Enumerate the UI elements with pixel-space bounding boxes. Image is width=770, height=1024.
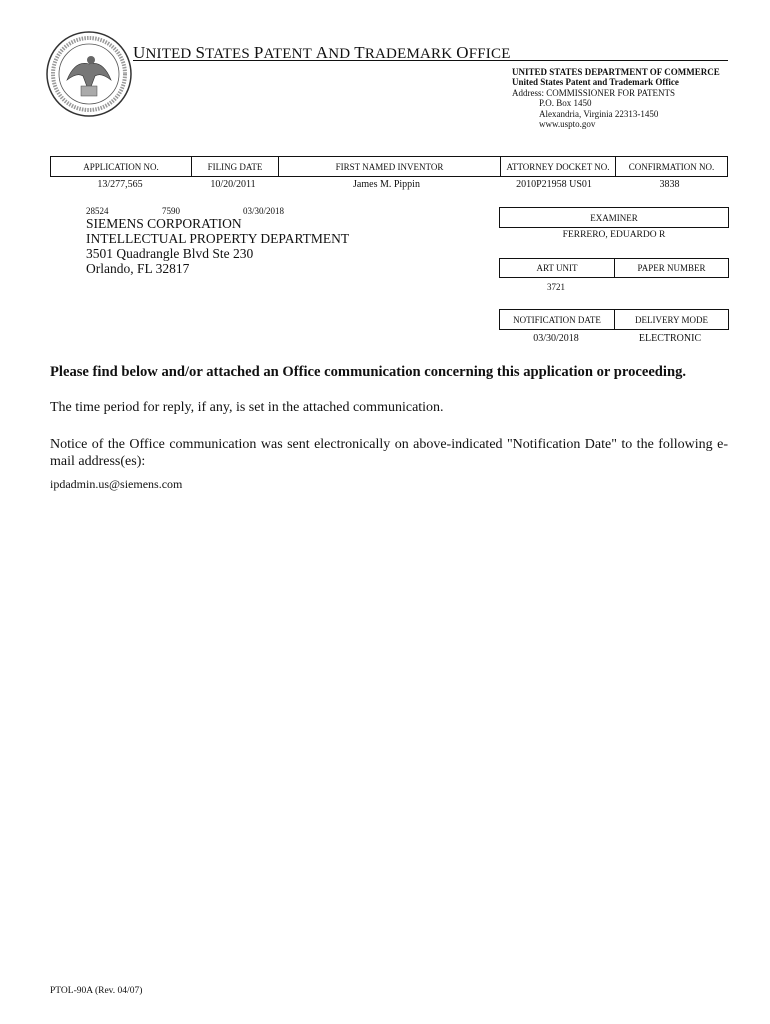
notification-values	[499, 333, 729, 347]
delivery-mode: ELECTRONIC	[638, 333, 702, 344]
examiner-header: EXAMINER	[499, 207, 729, 228]
addressee-city: Orlando, FL 32817	[86, 261, 190, 276]
paper-number-header: PAPER NUMBER	[637, 263, 706, 273]
addressee-name: SIEMENS CORPORATION	[86, 216, 242, 231]
office-name: UNITED STATES PATENT AND TRADEMARK OFFICE	[133, 43, 511, 62]
application-header-table	[50, 156, 728, 177]
confirmation-no-header: CONFIRMATION NO.	[628, 161, 715, 172]
first-named-inventor-header: FIRST NAMED INVENTOR	[279, 157, 501, 176]
code: 7590	[162, 206, 180, 216]
art-unit-header: ART UNIT	[500, 259, 615, 277]
header-divider	[133, 60, 728, 61]
art-unit-value: 3721	[547, 282, 565, 292]
address-meta	[86, 206, 306, 216]
reply-period-text: The time period for reply, if any, is set in the attached communication.	[50, 400, 444, 415]
notification-date-header: NOTIFICATION DATE	[500, 310, 615, 329]
department-address-block	[512, 67, 720, 129]
filing-date-header: FILING DATE	[192, 157, 279, 176]
mail-date: 03/30/2018	[243, 206, 285, 216]
form-identifier: PTOL-90A (Rev. 04/07)	[50, 986, 143, 996]
address-line: Alexandria, Virginia 22313-1450	[539, 108, 659, 119]
examiner-name: FERRERO, EDUARDO R	[562, 230, 666, 240]
website-link[interactable]: www.uspto.gov	[539, 119, 596, 130]
correspondence-address	[86, 206, 349, 276]
filing-date: 10/20/2011	[210, 179, 256, 190]
communication-subject: Please find below and/or attached an Office communication concerning this application or proceeding.	[50, 364, 687, 380]
email-address[interactable]: ipdadmin.us@siemens.com	[50, 477, 183, 491]
notification-date: 03/30/2018	[533, 333, 579, 344]
application-no-header: APPLICATION NO.	[51, 157, 192, 176]
notice-text: Notice of the Office communication was sent electronically on above-indicated "Notification Date" to the following e-mail address(es):	[50, 437, 728, 469]
art-unit-table	[499, 258, 729, 278]
attorney-docket-no: 2010P21958 US01	[516, 179, 592, 190]
notification-table	[499, 309, 729, 330]
office-line: United States Patent and Trademark Office	[512, 77, 679, 88]
address-line: P.O. Box 1450	[539, 98, 592, 109]
uspto-seal-icon	[45, 30, 133, 118]
first-named-inventor: James M. Pippin	[353, 179, 420, 190]
addressee-department: INTELLECTUAL PROPERTY DEPARTMENT	[86, 231, 350, 246]
delivery-mode-header: DELIVERY MODE	[635, 314, 708, 325]
application-no: 13/277,565	[97, 179, 143, 190]
application-values-row	[50, 179, 728, 193]
customer-number: 28524	[86, 206, 109, 216]
attorney-docket-header: ATTORNEY DOCKET NO.	[501, 157, 616, 176]
dept-line: UNITED STATES DEPARTMENT OF COMMERCE	[512, 67, 720, 77]
addressee-street: 3501 Quadrangle Blvd Ste 230	[86, 246, 254, 261]
address-line: Address: COMMISSIONER FOR PATENTS	[512, 87, 675, 98]
confirmation-no: 3838	[659, 179, 680, 190]
